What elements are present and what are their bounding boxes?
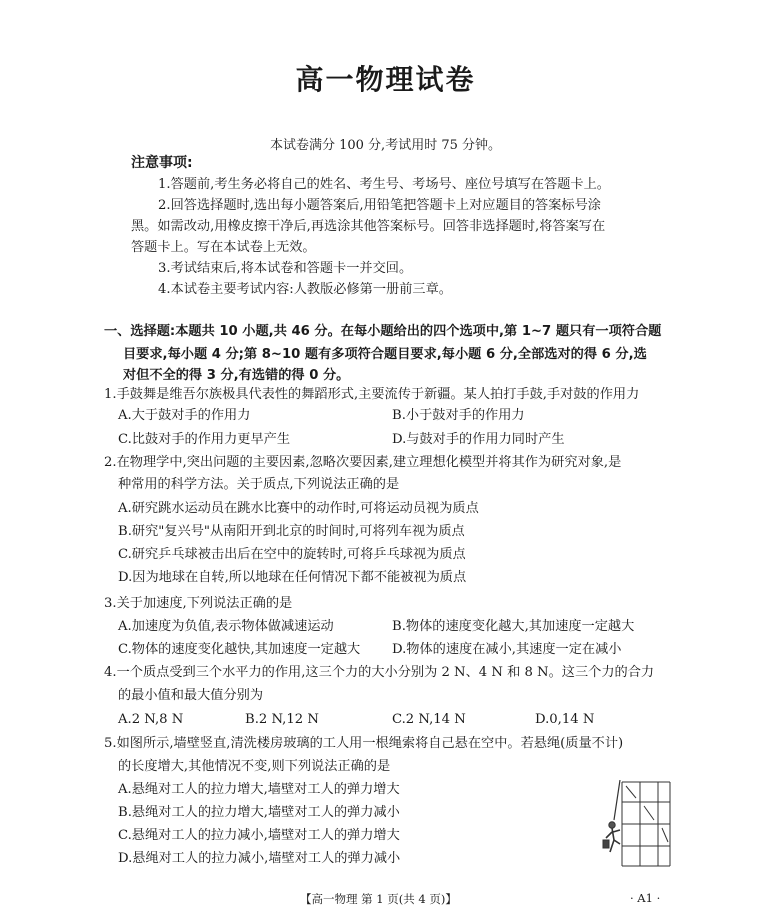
- footer-page-info: 【高一物理 第 1 页(共 4 页)】: [300, 892, 457, 906]
- q2-stem-line-1: 2.在物理学中,突出问题的主要因素,忽略次要因素,建立理想化模型并将其作为研究对象,是: [104, 455, 622, 470]
- q3-option-d: D.物体的速度在减小,其速度一定在减小: [392, 642, 622, 657]
- page-title: 高一物理试卷: [295, 63, 476, 96]
- q4-option-b: B.2 N,12 N: [245, 712, 319, 727]
- q4-option-a: A.2 N,8 N: [118, 712, 184, 727]
- q3-option-a: A.加速度为负值,表示物体做减速运动: [118, 619, 334, 634]
- q5-option-c: C.悬绳对工人的拉力减小,墙壁对工人的弹力增大: [118, 828, 400, 843]
- notice-line-3: 黑。如需改动,用橡皮擦干净后,再选涂其他答案标号。回答非选择题时,将答案写在: [131, 219, 606, 234]
- exam-info: 本试卷满分 100 分,考试用时 75 分钟。: [269, 138, 502, 153]
- q2-option-b: B.研究"复兴号"从南阳开到北京的时间时,可将列车视为质点: [118, 524, 465, 539]
- q2-stem-line-2: 种常用的科学方法。关于质点,下列说法正确的是: [118, 477, 400, 492]
- q3-option-b: B.物体的速度变化越大,其加速度一定越大: [392, 619, 635, 634]
- q5-stem-line-1: 5.如图所示,墙壁竖直,清洗楼房玻璃的工人用一根绳索将自己悬在空中。若悬绳(质量不计): [104, 736, 624, 751]
- q1-stem: 1.手鼓舞是维吾尔族极具代表性的舞蹈形式,主要流传于新疆。某人拍打手鼓,手对鼓的作用力: [104, 387, 640, 402]
- q3-stem: 3.关于加速度,下列说法正确的是: [104, 596, 293, 611]
- q5-option-d: D.悬绳对工人的拉力减小,墙壁对工人的弹力减小: [118, 851, 401, 866]
- q4-option-d: D.0,14 N: [535, 712, 595, 727]
- notice-line-1: 1.答题前,考生务必将自己的姓名、考生号、考场号、座位号填写在答题卡上。: [158, 177, 610, 192]
- notice-line-4: 答题卡上。写在本试卷上无效。: [131, 240, 316, 255]
- q5-option-a: A.悬绳对工人的拉力增大,墙壁对工人的弹力增大: [118, 782, 400, 797]
- q5-stem-line-2: 的长度增大,其他情况不变,则下列说法正确的是: [118, 759, 391, 774]
- q5-option-b: B.悬绳对工人的拉力增大,墙壁对工人的弹力减小: [118, 805, 400, 820]
- q1-option-b: B.小于鼓对手的作用力: [392, 408, 525, 423]
- q2-option-c: C.研究乒乓球被击出后在空中的旋转时,可将乒乓球视为质点: [118, 547, 466, 562]
- q1-option-d: D.与鼓对手的作用力同时产生: [392, 432, 565, 447]
- footer-code: · A1 ·: [630, 891, 661, 905]
- notice-line-2: 2.回答选择题时,选出每小题答案后,用铅笔把答题卡上对应题目的答案标号涂: [158, 198, 601, 213]
- q4-stem-line-2: 的最小值和最大值分别为: [118, 688, 264, 703]
- q3-option-c: C.物体的速度变化越快,其加速度一定越大: [118, 642, 361, 657]
- q4-option-c: C.2 N,14 N: [392, 712, 466, 727]
- q4-stem-line-1: 4.一个质点受到三个水平力的作用,这三个力的大小分别为 2 N、4 N 和 8 N。这三个力的合力: [104, 665, 655, 680]
- q5-figure-worker-on-wall: [600, 780, 672, 868]
- q1-option-c: C.比鼓对手的作用力更早产生: [118, 432, 291, 447]
- section-heading-line-2: 目要求,每小题 4 分;第 8~10 题有多项符合题目要求,每小题 6 分,全部选对的得 6 分,选: [123, 347, 647, 362]
- section-heading-line-1: 一、选择题:本题共 10 小题,共 46 分。在每小题给出的四个选项中,第 1~7 题只有一项符合题: [104, 324, 662, 339]
- section-heading-line-3: 对但不全的得 3 分,有选错的得 0 分。: [123, 368, 350, 383]
- q2-option-d: D.因为地球在自转,所以地球在任何情况下都不能被视为质点: [118, 570, 467, 585]
- notice-heading: 注意事项:: [131, 155, 193, 171]
- notice-line-5: 3.考试结束后,将本试卷和答题卡一并交回。: [158, 261, 413, 276]
- notice-line-6: 4.本试卷主要考试内容:人教版必修第一册前三章。: [158, 282, 452, 297]
- q2-option-a: A.研究跳水运动员在跳水比赛中的动作时,可将运动员视为质点: [118, 501, 479, 516]
- q1-option-a: A.大于鼓对手的作用力: [118, 408, 251, 423]
